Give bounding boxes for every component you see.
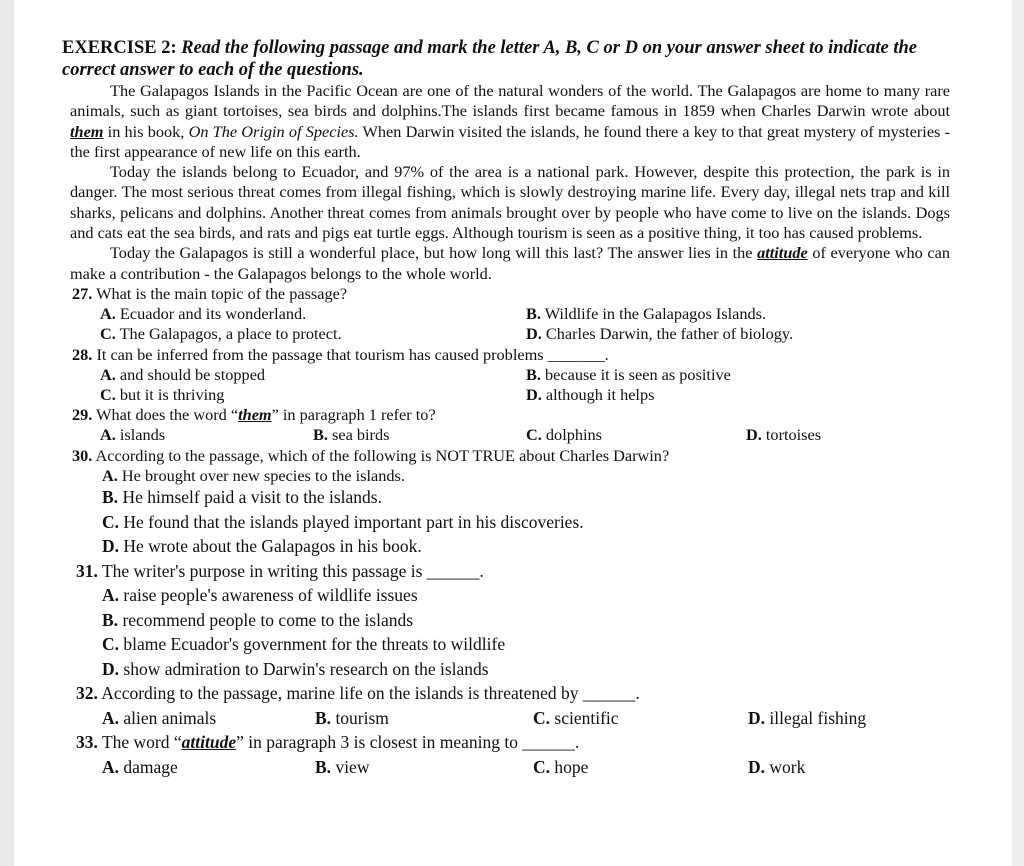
underlined-word-them: them xyxy=(70,121,104,141)
question-32: 32. According to the passage, marine life on the islands is threatened by ______. xyxy=(76,683,640,704)
option-d[interactable]: D. He wrote about the Galapagos in his book. xyxy=(102,536,422,557)
passage-paragraph-2: Today the islands belong to Ecuador, and 97% of the area is a national park. However, despite this protection, the park is in danger. The most serious threat comes from illegal fishing, which is slowly destroying marine life. Every day, illegal nets trap and kill sharks, pelicans and dolphins. Another threat comes from animals brought over by people who have come to live on the islands. Dogs and cats eat the sea birds, and rats and pigs eat turtle eggs. Although tourism is seen as a positive thing, it too has caused problems. xyxy=(70,162,950,243)
option-d[interactable]: D. illegal fishing xyxy=(748,707,867,728)
left-scan-margin xyxy=(0,0,14,866)
option-b[interactable]: B. recommend people to come to the islands xyxy=(102,609,414,630)
option-b[interactable]: B. view xyxy=(315,756,370,777)
question-33: 33. The word “attitude” in paragraph 3 is closest in meaning to ______. xyxy=(76,732,580,753)
passage-paragraph-3: Today the Galapagos is still a wonderful place, but how long will this last? The answer lies in the attitude of everyone who can make a contribution - the Galapagos belongs to the whole world. xyxy=(70,243,951,283)
option-d[interactable]: D. show admiration to Darwin's research on the islands xyxy=(102,658,489,679)
right-scan-margin xyxy=(1012,0,1024,866)
option-b[interactable]: B. because it is seen as positive xyxy=(526,364,731,384)
option-a[interactable]: A. alien animals xyxy=(102,707,217,728)
option-b[interactable]: B. Wildlife in the Galapagos Islands. xyxy=(526,304,767,324)
passage-paragraph-1: The Galapagos Islands in the Pacific Ocean are one of the natural wonders of the world. The Galapagos are home to many rare animals, such as giant tortoises, sea birds and dolphins.The islands first became famous in 1859 when Charles Darwin wrote about them in his book, On The Origin of Species. When Darwin visited the islands, he found there a key to that great mystery of mysteries - the first appearance of new life on this earth. xyxy=(70,81,951,161)
option-c[interactable]: C. but it is thriving xyxy=(100,384,225,404)
option-c[interactable]: C. dolphins xyxy=(526,425,602,445)
underlined-word-attitude: attitude xyxy=(757,243,808,263)
option-d[interactable]: D. tortoises xyxy=(746,425,822,445)
underlined-word-attitude: attitude xyxy=(181,732,237,753)
option-d[interactable]: D. Charles Darwin, the father of biology. xyxy=(526,324,794,344)
exercise-header xyxy=(62,37,962,81)
option-a[interactable]: A. and should be stopped xyxy=(100,364,266,384)
exercise-title: EXERCISE 2: xyxy=(62,38,177,58)
option-c[interactable]: C. He found that the islands played important part in his discoveries. xyxy=(102,511,584,532)
question-28-options-row-1 xyxy=(100,365,962,385)
exercise-instruction: Read the following passage and mark the letter A, B, C or D on your answer sheet to indicate the correct answer to each of the questions. xyxy=(62,38,918,80)
underlined-word-them: them xyxy=(238,405,272,425)
question-27-options-row-2 xyxy=(100,324,962,344)
option-a[interactable]: A. islands xyxy=(100,425,166,445)
option-b[interactable]: B. tourism xyxy=(315,707,389,728)
option-a[interactable]: A. raise people's awareness of wildlife issues xyxy=(102,585,418,606)
question-27: 27. What is the main topic of the passage? xyxy=(72,283,348,303)
option-d[interactable]: D. although it helps xyxy=(526,384,655,404)
option-c[interactable]: C. The Galapagos, a place to protect. xyxy=(100,324,342,344)
option-c[interactable]: C. scientific xyxy=(533,707,619,728)
question-29: 29. What does the word “them” in paragraph 1 refer to? xyxy=(72,405,436,425)
question-29-options xyxy=(100,425,962,445)
question-27-options-row-1 xyxy=(100,304,962,324)
option-c[interactable]: C. hope xyxy=(533,756,589,777)
option-a[interactable]: A. damage xyxy=(102,756,178,777)
question-31: 31. The writer's purpose in writing this passage is ______. xyxy=(76,560,484,581)
option-a[interactable]: A. Ecuador and its wonderland. xyxy=(100,304,307,324)
option-d[interactable]: D. work xyxy=(748,756,806,777)
question-28-options-row-2 xyxy=(100,385,962,405)
option-b[interactable]: B. sea birds xyxy=(313,425,390,445)
option-a[interactable]: A. He brought over new species to the islands. xyxy=(102,465,405,485)
worksheet xyxy=(62,37,962,779)
question-30: 30. According to the passage, which of the following is NOT TRUE about Charles Darwin? xyxy=(72,445,670,465)
question-33-options xyxy=(102,755,962,780)
option-b[interactable]: B. He himself paid a visit to the islands. xyxy=(102,487,382,508)
option-c[interactable]: C. blame Ecuador's government for the threats to wildlife xyxy=(102,634,506,655)
question-28: 28. It can be inferred from the passage that tourism has caused problems _______. xyxy=(72,344,609,364)
question-32-options xyxy=(102,706,962,731)
book-title: On The Origin of Species. xyxy=(188,121,359,141)
